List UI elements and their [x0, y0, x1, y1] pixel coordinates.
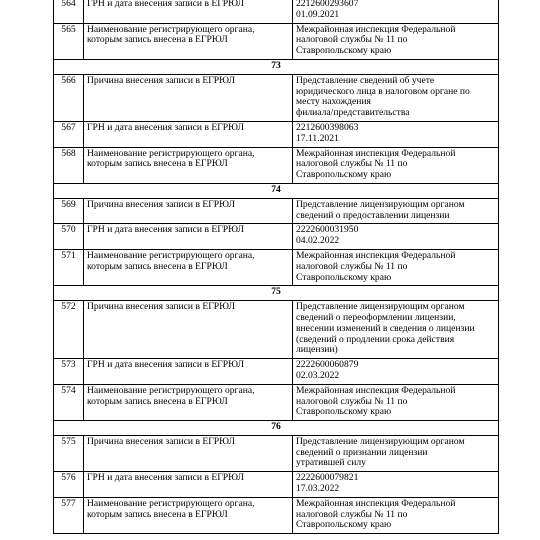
- group-header-row: [54, 286, 499, 301]
- field-value-line: Ставропольскому краю: [296, 169, 392, 181]
- field-value-line: 04.02.2022: [296, 235, 340, 247]
- field-name-line: ГРН и дата внесения записи в ЕГРЮЛ: [87, 359, 245, 371]
- field-value-cell: [293, 198, 499, 224]
- field-value-line: месту нахождения: [296, 96, 371, 108]
- group-number: 74: [54, 183, 499, 198]
- field-value-line: 01.09.2021: [296, 8, 340, 20]
- field-value-line: (сведений о продлении срока действия: [296, 333, 455, 345]
- record-number: 573: [54, 359, 84, 385]
- field-name-line: ГРН и дата внесения записи в ЕГРЮЛ: [87, 224, 245, 236]
- record-number: 565: [54, 23, 84, 59]
- field-value-line: сведений о предоставлении лицензии: [296, 209, 450, 221]
- field-name-line: Наименование регистрирующего органа,: [87, 249, 255, 261]
- field-name-cell: [84, 359, 293, 385]
- field-value-line: налоговой службы № 11 по: [296, 508, 408, 520]
- field-value-line: налоговой службы № 11 по: [296, 158, 408, 170]
- field-value-line: Ставропольскому краю: [296, 45, 392, 57]
- field-name-line: которым запись внесена в ЕГРЮЛ: [87, 395, 228, 407]
- field-name-cell: [84, 301, 293, 359]
- field-name-line: которым запись внесена в ЕГРЮЛ: [87, 158, 228, 170]
- record-number: 576: [54, 472, 84, 498]
- field-name-line: Причина внесения записи в ЕГРЮЛ: [87, 198, 236, 210]
- field-name-line: Наименование регистрирующего органа,: [87, 497, 255, 509]
- record-row: [54, 147, 499, 183]
- group-header-row: [54, 183, 499, 198]
- field-name-line: Причина внесения записи в ЕГРЮЛ: [87, 74, 236, 86]
- record-number: 577: [54, 497, 84, 533]
- field-value-cell: [293, 301, 499, 359]
- field-value-cell: [293, 224, 499, 250]
- record-row: [54, 435, 499, 471]
- field-value-line: Ставропольскому краю: [296, 519, 392, 531]
- egrul-records-table: [53, 0, 499, 534]
- field-value-cell: [293, 249, 499, 285]
- group-number: 73: [54, 59, 499, 74]
- field-name-cell: [84, 249, 293, 285]
- group-header-row: [54, 421, 499, 436]
- field-value-line: 2212600398063: [296, 121, 359, 133]
- record-number: 566: [54, 74, 84, 121]
- field-value-line: налоговой службы № 11 по: [296, 395, 408, 407]
- field-name-cell: [84, 497, 293, 533]
- field-value-line: 2222600031950: [296, 224, 359, 236]
- record-row: [54, 497, 499, 533]
- field-value-cell: [293, 384, 499, 420]
- record-row: [54, 249, 499, 285]
- field-value-line: Межрайонная инспекция Федеральной: [296, 497, 456, 509]
- field-value-cell: [293, 472, 499, 498]
- field-value-cell: [293, 147, 499, 183]
- record-number: 575: [54, 435, 84, 471]
- field-value-line: налоговой службы № 11 по: [296, 260, 408, 272]
- record-number: 568: [54, 147, 84, 183]
- record-number: 564: [54, 0, 84, 23]
- field-value-line: Представление лицензирующим органом: [296, 435, 465, 447]
- field-value-cell: [293, 497, 499, 533]
- field-value-line: Представление лицензирующим органом: [296, 301, 465, 313]
- field-name-line: которым запись внесена в ЕГРЮЛ: [87, 508, 228, 520]
- record-number: 572: [54, 301, 84, 359]
- record-row: [54, 121, 499, 147]
- field-name-cell: [84, 74, 293, 121]
- group-number: 75: [54, 286, 499, 301]
- record-row: [54, 0, 499, 23]
- group-number: 76: [54, 421, 499, 436]
- field-value-cell: [293, 359, 499, 385]
- record-number: 567: [54, 121, 84, 147]
- record-number: 571: [54, 249, 84, 285]
- field-value-line: Ставропольскому краю: [296, 406, 392, 418]
- field-value-cell: [293, 23, 499, 59]
- field-value-line: Межрайонная инспекция Федеральной: [296, 23, 456, 35]
- field-value-line: 2212600293607: [296, 0, 359, 9]
- field-name-line: Наименование регистрирующего органа,: [87, 23, 255, 35]
- field-value-line: утратившей силу: [296, 457, 366, 469]
- field-value-line: 17.11.2021: [296, 132, 339, 144]
- record-row: [54, 224, 499, 250]
- field-name-line: ГРН и дата внесения записи в ЕГРЮЛ: [87, 0, 245, 9]
- field-value-cell: [293, 121, 499, 147]
- field-name-cell: [84, 472, 293, 498]
- field-value-line: Ставропольскому краю: [296, 271, 392, 283]
- field-name-cell: [84, 23, 293, 59]
- field-name-line: Причина внесения записи в ЕГРЮЛ: [87, 301, 236, 313]
- field-name-line: Наименование регистрирующего органа,: [87, 147, 255, 159]
- field-value-cell: [293, 74, 499, 121]
- record-number: 569: [54, 198, 84, 224]
- field-value-line: Межрайонная инспекция Федеральной: [296, 384, 456, 396]
- field-name-line: ГРН и дата внесения записи в ЕГРЮЛ: [87, 121, 245, 133]
- field-value-line: Межрайонная инспекция Федеральной: [296, 147, 456, 159]
- record-row: [54, 198, 499, 224]
- field-value-line: Представление сведений об учете: [296, 74, 435, 86]
- field-name-line: ГРН и дата внесения записи в ЕГРЮЛ: [87, 472, 245, 484]
- field-value-cell: [293, 435, 499, 471]
- field-value-line: внесении изменений в сведения о лицензии: [296, 322, 475, 334]
- record-number: 570: [54, 224, 84, 250]
- field-name-line: которым запись внесена в ЕГРЮЛ: [87, 260, 228, 272]
- record-row: [54, 359, 499, 385]
- record-row: [54, 23, 499, 59]
- field-name-cell: [84, 121, 293, 147]
- field-value-line: 02.03.2022: [296, 369, 340, 381]
- record-row: [54, 301, 499, 359]
- field-name-cell: [84, 224, 293, 250]
- egrul-records-body: [54, 0, 499, 534]
- field-value-line: Представление лицензирующим органом: [296, 198, 465, 210]
- field-value-line: 2222600060879: [296, 359, 359, 371]
- field-name-line: Наименование регистрирующего органа,: [87, 384, 255, 396]
- field-value-line: юридического лица в налоговом органе по: [296, 85, 470, 97]
- field-value-line: 17.03.2022: [296, 483, 340, 495]
- record-row: [54, 472, 499, 498]
- field-name-cell: [84, 0, 293, 23]
- field-name-cell: [84, 384, 293, 420]
- field-name-cell: [84, 198, 293, 224]
- field-name-cell: [84, 147, 293, 183]
- field-value-line: филиала/представительства: [296, 107, 410, 119]
- group-header-row: [54, 59, 499, 74]
- field-value-line: налоговой службы № 11 по: [296, 34, 408, 46]
- field-value-line: сведений о переоформлении лицензии,: [296, 311, 456, 323]
- field-value-line: 2222600079821: [296, 472, 359, 484]
- field-value-line: сведений о признании лицензии: [296, 446, 428, 458]
- record-row: [54, 384, 499, 420]
- record-number: 574: [54, 384, 84, 420]
- field-value-line: Межрайонная инспекция Федеральной: [296, 249, 456, 261]
- field-name-cell: [84, 435, 293, 471]
- field-value-line: лицензии): [296, 344, 338, 356]
- field-name-line: Причина внесения записи в ЕГРЮЛ: [87, 435, 236, 447]
- field-value-cell: [293, 0, 499, 23]
- record-row: [54, 74, 499, 121]
- field-name-line: которым запись внесена в ЕГРЮЛ: [87, 34, 228, 46]
